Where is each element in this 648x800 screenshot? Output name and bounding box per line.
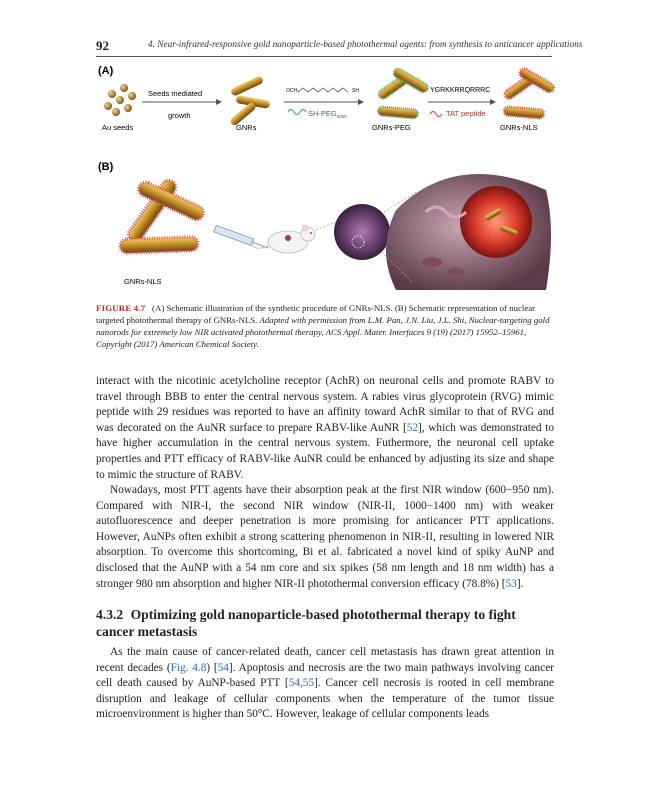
cancer-cell: [386, 174, 551, 290]
gnrs-nls-triangle: [503, 67, 555, 119]
label-peptide-sequence: YGRKKRRQRRRC: [430, 87, 491, 94]
reference-link[interactable]: 52: [406, 421, 419, 434]
paragraph-3: As the main cause of cancer-related death, cancer cell metastasis has drawn great attention in recent decades (Fig. 4.8) [54]. Apoptosis and necrosis are the two main pathways involving cancer cell death caused by AuNP-based PTT [54,55]. Cancer cell necrosis is rooted in cell membrane disruption and leakage of cellular components when the temperature of the tumor tissue microenvironment is higher than 50°C. However, leakage of cellular components leads: [96, 646, 555, 721]
chem-sh: SH: [352, 88, 359, 94]
label-seeds-mediated: Seeds mediated: [148, 89, 203, 98]
header-rule: [96, 56, 552, 57]
mouse: [250, 225, 315, 253]
running-title: 4. Near-infrared-responsive gold nanoparticle-based photothermal agents: from synthesis to anticancer applications: [148, 40, 583, 50]
gnrs-nls-large-triangle: [120, 177, 206, 253]
gnrs-rods: [229, 75, 270, 127]
label-gnrs-nls: GNRs-NLS: [500, 123, 538, 132]
label-gnrs-nls-b: GNRs-NLS: [124, 277, 162, 286]
reference-link[interactable]: 53: [505, 577, 517, 590]
panel-a-label: (A): [98, 65, 114, 77]
caption-adapted: Adapted with permission from L.M. Pan, J.N. Liu, J.L. Shi, Nuclear-targeting gold nanorods for extremely low NIR activated photothermal therapy, ACS Appl. Mater. Interfaces 9 (19) (2017) 15952–15961, Copyright (2017) American Chemical Society.: [96, 315, 550, 349]
label-gnrs: GNRs: [236, 123, 257, 132]
page-header: [96, 38, 583, 54]
label-tat-peptide: TAT peptide: [446, 109, 486, 118]
gnrs-peg-triangle: [377, 67, 429, 119]
panel-b-label: (B): [98, 161, 114, 173]
au-seeds: [104, 84, 136, 116]
caption-label: FIGURE 4.7: [96, 303, 146, 313]
figure-reference-link[interactable]: Fig. 4.8: [170, 661, 207, 674]
figure-artwork: [96, 62, 556, 292]
label-growth: growth: [168, 111, 191, 120]
figure-caption: [96, 302, 554, 350]
label-sh-peg: $SH-PEG_{5000}$: [308, 109, 347, 119]
figure-4-7: [96, 62, 556, 292]
reference-link[interactable]: 54,55: [288, 677, 315, 690]
label-au-seeds: Au seeds: [102, 123, 134, 132]
syringe: [214, 225, 268, 248]
paragraph-1: interact with the nicotinic acetylcholine receptor (AchR) on neuronal cells and promote RABV to travel through BBB to enter the central nervous system. A rabies virus glycoprotein (RVG) mimic peptide with 29 residues was reported to have an affinity toward AchR similar to that of RVG and was decorated on the AuNR surface to prepare RABV-like AuNR [52], which was demonstrated to have higher accumulation in the central nervous system. Futhermore, the neuronal cell uptake properties and PTT efficacy of RABV-like AuNR could be enhanced by adjusting its size and shape to mimic the structure of RABV.: [96, 375, 554, 481]
section-title: Optimizing gold nanoparticle-based photothermal therapy to fight cancer metastasis: [96, 607, 516, 639]
section-heading: [96, 606, 554, 640]
page-number: 92: [96, 38, 109, 53]
reference-link[interactable]: 54: [217, 661, 229, 674]
caption-text: (A) Schematic illustration of the synthetic procedure of GNRs-NLS. (B) Schematic representation of nuclear targeted photothermal therapy of GNRs-NLS.: [96, 303, 536, 325]
tumor-tissue: [334, 204, 390, 260]
section-number: 4.3.2: [96, 607, 124, 622]
paragraph-2: Nowadays, most PTT agents have their absorption peak at the first NIR window (600−950 nm). Compared with NIR-I, the second NIR window (NIR-II, 1000−1400 nm) with weaker autofluorescence and deeper penetration is more promising for anticancer PTT applications. However, AuNPs often exhibit a strong scattering phenomenon in NIR-II, resulting in lowered NIR absorption. To overcome this shortcoming, Bi et al. fabricated a novel kind of spiky AuNP and disclosed that the AuNP with a 54 nm core and six spikes (58 nm length and 18 nm width) has a stronger 980 nm absorption and higher NIR-II photothermal conversion efficacy (78.8%) [53].: [96, 484, 554, 590]
chem-ocH3: OCH₃: [286, 88, 300, 94]
label-gnrs-peg: GNRs-PEG: [372, 123, 411, 132]
